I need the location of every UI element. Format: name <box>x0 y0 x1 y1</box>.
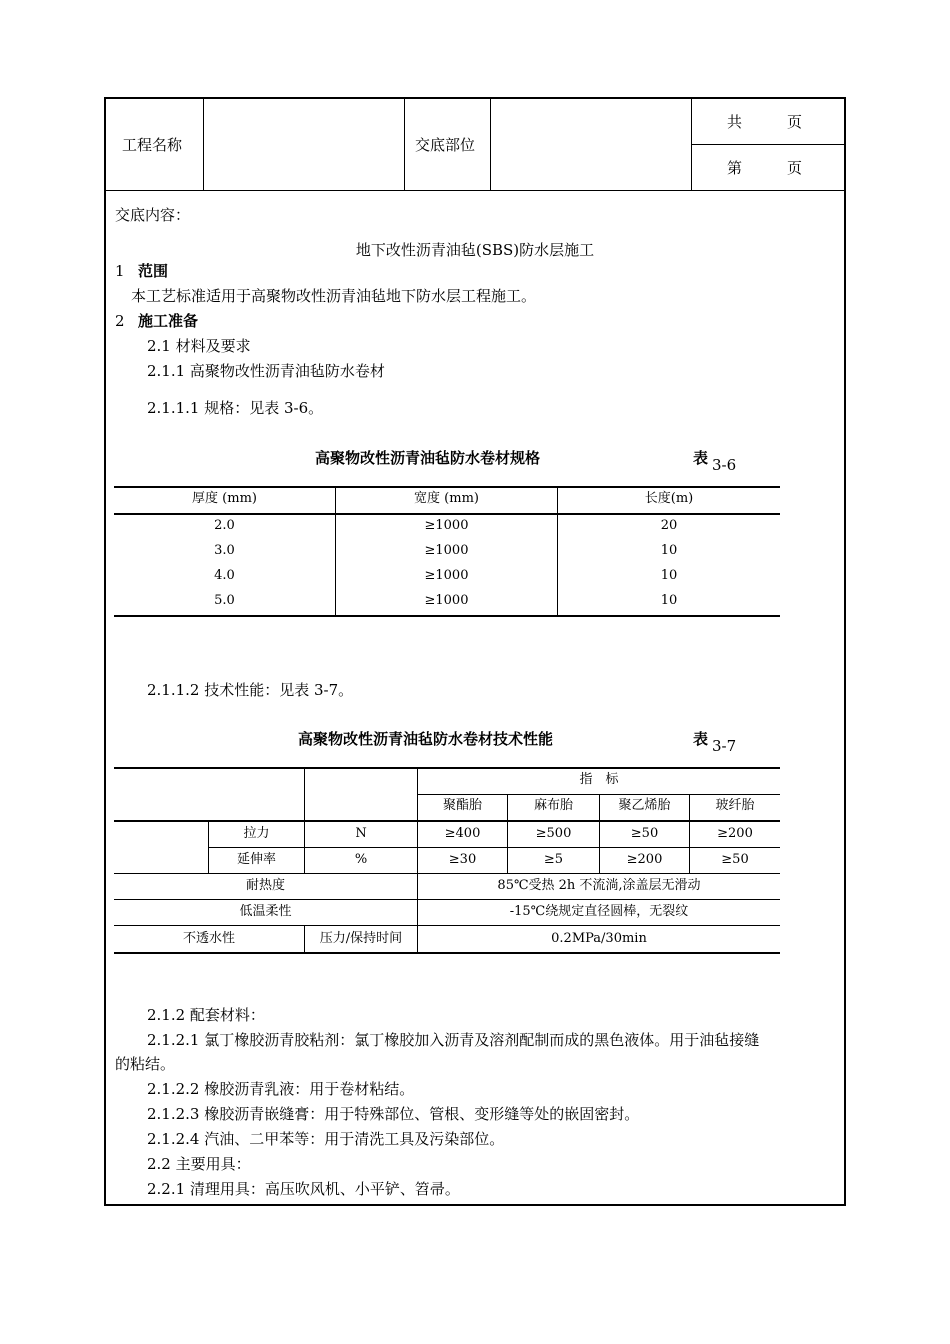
table-3-6-label: 表 <box>693 449 709 467</box>
t37-row-rule-4 <box>114 925 780 926</box>
para-2-1-2-1: 2.1.2.1 氯丁橡胶沥青胶粘剂：氯丁橡胶加入沥青及溶剂配制而成的黑色液体。用于油毡接缝 <box>147 1031 760 1049</box>
t36-cell: ≥1000 <box>424 568 469 583</box>
t37-elongation-unit: % <box>354 852 368 867</box>
t37-cell: ≥200 <box>626 852 663 867</box>
t37-cell: ≥50 <box>630 826 659 841</box>
t37-sub-header: 聚乙烯胎 <box>618 798 671 813</box>
t37-cell: ≥500 <box>535 826 572 841</box>
table-3-6-number: 3-6 <box>712 456 737 474</box>
header-divider-2 <box>404 97 405 191</box>
document-title: 地下改性沥青油毡(SBS)防水层施工 <box>355 241 595 259</box>
table-3-7-title: 高聚物改性沥青油毡防水卷材技术性能 <box>298 730 554 748</box>
t36-cell: 10 <box>660 568 678 583</box>
para-2-1-1-1: 2.1.1.1 规格：见表 3-6。 <box>147 399 324 417</box>
t36-cell: 10 <box>660 593 678 608</box>
t36-cell: 10 <box>660 543 678 558</box>
t36-header-thickness: 厚度 (mm) <box>192 491 257 506</box>
para-2-1-2-2: 2.1.2.2 橡胶沥青乳液：用于卷材粘结。 <box>147 1080 415 1098</box>
para-2-1-2-1-cont: 的粘结。 <box>115 1055 176 1073</box>
t37-header-rule <box>114 820 780 822</box>
t37-cell: ≥50 <box>721 852 749 867</box>
t36-cell: 2.0 <box>214 518 235 533</box>
header-bottom-line <box>104 190 846 191</box>
header-page-divider <box>691 144 846 145</box>
t37-cold-label: 低温柔性 <box>239 904 292 919</box>
t37-group-header: 指 标 <box>579 772 619 787</box>
t37-water-unit: 压力/保持时间 <box>319 931 403 946</box>
t37-heat-label: 耐热度 <box>245 878 285 893</box>
t36-header-length: 长度(m) <box>644 491 694 506</box>
t37-cold-value: -15℃绕规定直径圆棒，无裂纹 <box>509 904 689 919</box>
para-2-1-1: 2.1.1 高聚物改性沥青油毡防水卷材 <box>147 362 385 380</box>
t37-cell: ≥400 <box>444 826 481 841</box>
t37-row-rule-3 <box>114 899 780 900</box>
t36-bottom-rule <box>114 615 780 617</box>
t37-heat-value: 85℃受热 2h 不流淌,涂盖层无滑动 <box>497 878 701 893</box>
t36-cell: ≥1000 <box>424 518 469 533</box>
para-2-1: 2.1 材料及要求 <box>147 337 251 355</box>
table-3-6-title: 高聚物改性沥青油毡防水卷材规格 <box>315 449 541 467</box>
t37-tensile-label: 拉力 <box>243 826 270 841</box>
t37-cell: ≥5 <box>543 852 564 867</box>
section-1-number: 1 <box>115 262 125 280</box>
t36-cell: 4.0 <box>214 568 235 583</box>
t37-water-label: 不透水性 <box>182 931 235 946</box>
t37-elongation-label: 延伸率 <box>236 852 276 867</box>
t37-row-rule-1 <box>208 847 780 848</box>
project-name-label: 工程名称 <box>122 136 183 154</box>
section-1-title: 范围 <box>138 262 169 280</box>
t37-cell: ≥200 <box>717 826 753 841</box>
para-2-1-2: 2.1.2 配套材料： <box>147 1006 265 1024</box>
section-2-title: 施工准备 <box>138 312 199 330</box>
t37-sub-header: 玻纤胎 <box>715 798 755 813</box>
para-2-1-2-4: 2.1.2.4 汽油、二甲苯等：用于清洗工具及污染部位。 <box>147 1130 505 1148</box>
t37-cell: ≥30 <box>448 852 477 867</box>
t37-row-rule-2 <box>114 873 780 874</box>
page-number: 第 页 <box>727 159 803 177</box>
t36-cell: 20 <box>660 518 678 533</box>
total-pages: 共 页 <box>727 113 803 131</box>
t36-header-rule <box>114 513 780 515</box>
section-1-text: 本工艺标准适用于高聚物改性沥青油毡地下防水层工程施工。 <box>131 287 537 305</box>
table-3-7-number: 3-7 <box>712 737 737 755</box>
t37-sub-header: 麻布胎 <box>533 798 573 813</box>
para-2-1-1-2: 2.1.1.2 技术性能：见表 3-7。 <box>147 681 354 699</box>
location-label: 交底部位 <box>415 136 476 154</box>
t37-tensile-unit: N <box>355 826 367 841</box>
para-2-2: 2.2 主要用具： <box>147 1155 251 1173</box>
para-2-1-2-3: 2.1.2.3 橡胶沥青嵌缝膏：用于特殊部位、管根、变形缝等处的嵌固密封。 <box>147 1105 640 1123</box>
t36-cell: 5.0 <box>214 593 235 608</box>
t37-bottom-rule <box>114 952 780 954</box>
t36-cell: ≥1000 <box>424 543 469 558</box>
t36-cell: 3.0 <box>214 543 235 558</box>
content-intro: 交底内容： <box>115 206 191 224</box>
header-divider-1 <box>203 97 204 191</box>
section-2-number: 2 <box>115 312 125 330</box>
t36-header-width: 宽度 (mm) <box>414 491 479 506</box>
t37-water-value: 0.2MPa/30min <box>551 931 647 946</box>
header-divider-3 <box>490 97 491 191</box>
t36-cell: ≥1000 <box>424 593 469 608</box>
t37-top-rule <box>114 767 780 769</box>
t37-sub-header: 聚酯胎 <box>442 798 482 813</box>
table-3-7-label: 表 <box>693 730 709 748</box>
para-2-2-1: 2.2.1 清理用具：高压吹风机、小平铲、笤帚。 <box>147 1180 460 1198</box>
t36-top-rule <box>114 486 780 488</box>
